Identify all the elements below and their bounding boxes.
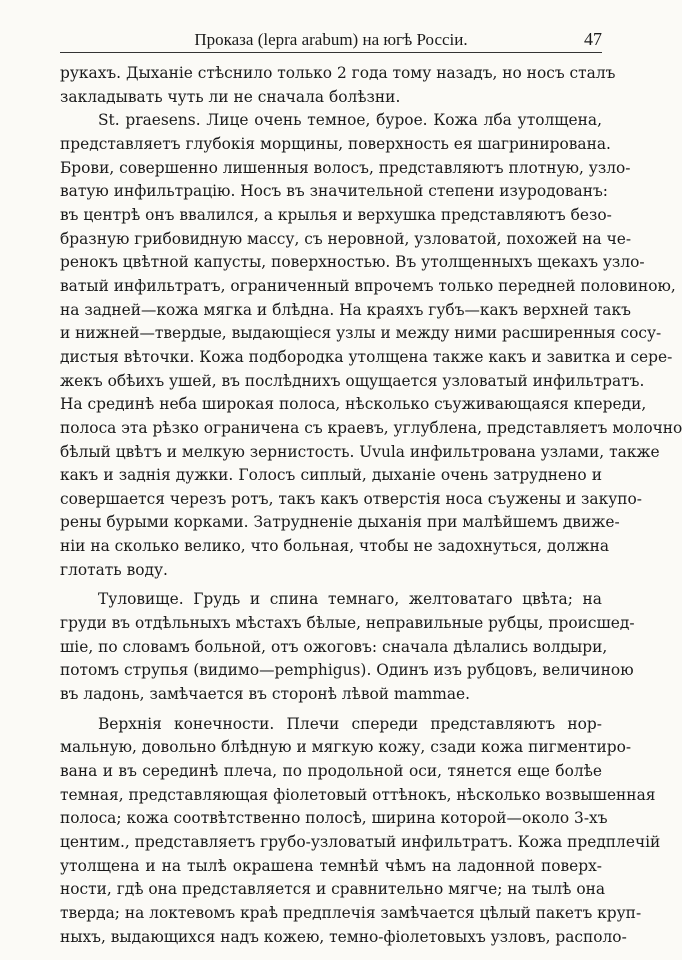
text-line: бразную грибовидную массу, съ неровной, узловатой, похожей на че- xyxy=(60,229,632,248)
text-line: ватый инфильтратъ, ограниченный впрочемъ только передней половиною, xyxy=(60,276,676,295)
text-line: тверда; на локтевомъ краѣ предплечія замѣчается цѣлый пакетъ круп- xyxy=(60,903,642,922)
text-line: рены бурыми корками. Затрудненіе дыханія при малѣйшемъ движе- xyxy=(60,513,620,532)
text-line: шіе, по словамъ больной, отъ ожоговъ: сначала дѣлались волдыри, xyxy=(60,637,608,656)
text-line: ности, гдѣ она представляется и сравнительно мягче; на тылѣ она xyxy=(60,880,606,899)
running-header xyxy=(60,28,602,53)
text-line: темная, представляющая фіолетовый оттѣнокъ, нѣсколько возвышенная xyxy=(60,785,656,804)
text-line: полоса эта рѣзко ограничена съ краевъ, углублена, представляетъ молочно xyxy=(60,418,682,437)
text-line: и нижней—твердые, выдающіеся узлы и между ними расширенныя сосу- xyxy=(60,324,662,343)
text-line: Брови, совершенно лишенныя волосъ, представляютъ плотную, узло- xyxy=(60,158,631,177)
body-text xyxy=(60,62,682,949)
text-line: мальную, довольно блѣдную и мягкую кожу, сзади кожа пигментиро- xyxy=(60,738,632,757)
text-line: закладывать чуть ли не сначала болѣзни. xyxy=(60,87,401,106)
text-line: ватую инфильтрацію. Носъ въ значительной степени изуродованъ: xyxy=(60,182,608,201)
text-line: совершается черезъ ротъ, такъ какъ отверстія носа съужены и закупо- xyxy=(60,489,642,508)
text-line: На срединѣ неба широкая полоса, нѣсколько съуживающаяся кпереди, xyxy=(60,395,647,414)
text-line: ренокъ цвѣтной капусты, поверхностью. Въ утолщенныхъ щекахъ узло- xyxy=(60,253,645,272)
paragraph xyxy=(60,109,682,582)
text-line: Туловище. Грудь и спина темнаго, желтоватаго цвѣта; на xyxy=(98,590,602,609)
text-line: полоса; кожа соотвѣтственно полосѣ, ширина которой—около 3-хъ xyxy=(60,809,608,828)
text-line: бѣлый цвѣтъ и мелкую зернистость. Uvula инфильтрована узлами, также xyxy=(60,442,660,461)
text-line: жекъ обѣихъ ушей, въ послѣднихъ ощущается узловатый инфильтратъ. xyxy=(60,371,645,390)
paragraph xyxy=(60,713,661,950)
text-line: груди въ отдѣльныхъ мѣстахъ бѣлые, неправильные рубцы, происшед- xyxy=(60,614,635,633)
text-line: утолщена и на тылѣ окрашена темнѣй чѣмъ на ладонной поверх- xyxy=(60,856,602,875)
text-line: въ ладонь, замѣчается въ сторонѣ лѣвой mammae. xyxy=(60,685,471,704)
text-line: Верхнія конечности. Плечи спереди представляютъ нор- xyxy=(98,714,602,733)
text-line: вана и въ серединѣ плеча, по продольной оси, тянется еще болѣе xyxy=(60,762,602,781)
running-title: Проказа (lepra arabum) на югѣ Россіи. xyxy=(194,30,468,49)
text-line: глотать воду. xyxy=(60,560,168,579)
text-line: въ центрѣ онъ ввалился, а крылья и верхушка представляютъ безо- xyxy=(60,205,612,224)
text-line: рукахъ. Дыханіе стѣснило только 2 года тому назадъ, но носъ сталъ xyxy=(60,64,616,82)
paragraph xyxy=(60,62,616,109)
paragraph xyxy=(60,588,635,706)
text-line: ніи на сколько велико, что больная, чтобы не задохнуться, должна xyxy=(60,537,610,556)
page-number: 47 xyxy=(584,29,602,49)
text-line: ныхъ, выдающихся надъ кожею, темно-фіолетовыхъ узловъ, располо- xyxy=(60,927,627,946)
text-line: центим., представляетъ грубо-узловатый инфильтратъ. Кожа предплечій xyxy=(60,833,661,851)
text-line: потомъ струпья (видимо—pemphigus). Одинъ изъ рубцовъ, величиною xyxy=(60,661,634,680)
text-line: какъ и заднія дужки. Голосъ сиплый, дыханіе очень затруднено и xyxy=(60,466,602,485)
text-line: St. praesens. Лице очень темное, бурое. Кожа лба утолщена, xyxy=(98,111,602,130)
text-line: дистыя вѣточки. Кожа подбородка утолщена также какъ и завитка и сере- xyxy=(60,347,673,366)
text-line: на задней—кожа мягка и блѣдна. На краяхъ губъ—какъ верхней такъ xyxy=(60,300,631,319)
text-line: представляетъ глубокія морщины, поверхность ея шагринирована. xyxy=(60,134,611,153)
